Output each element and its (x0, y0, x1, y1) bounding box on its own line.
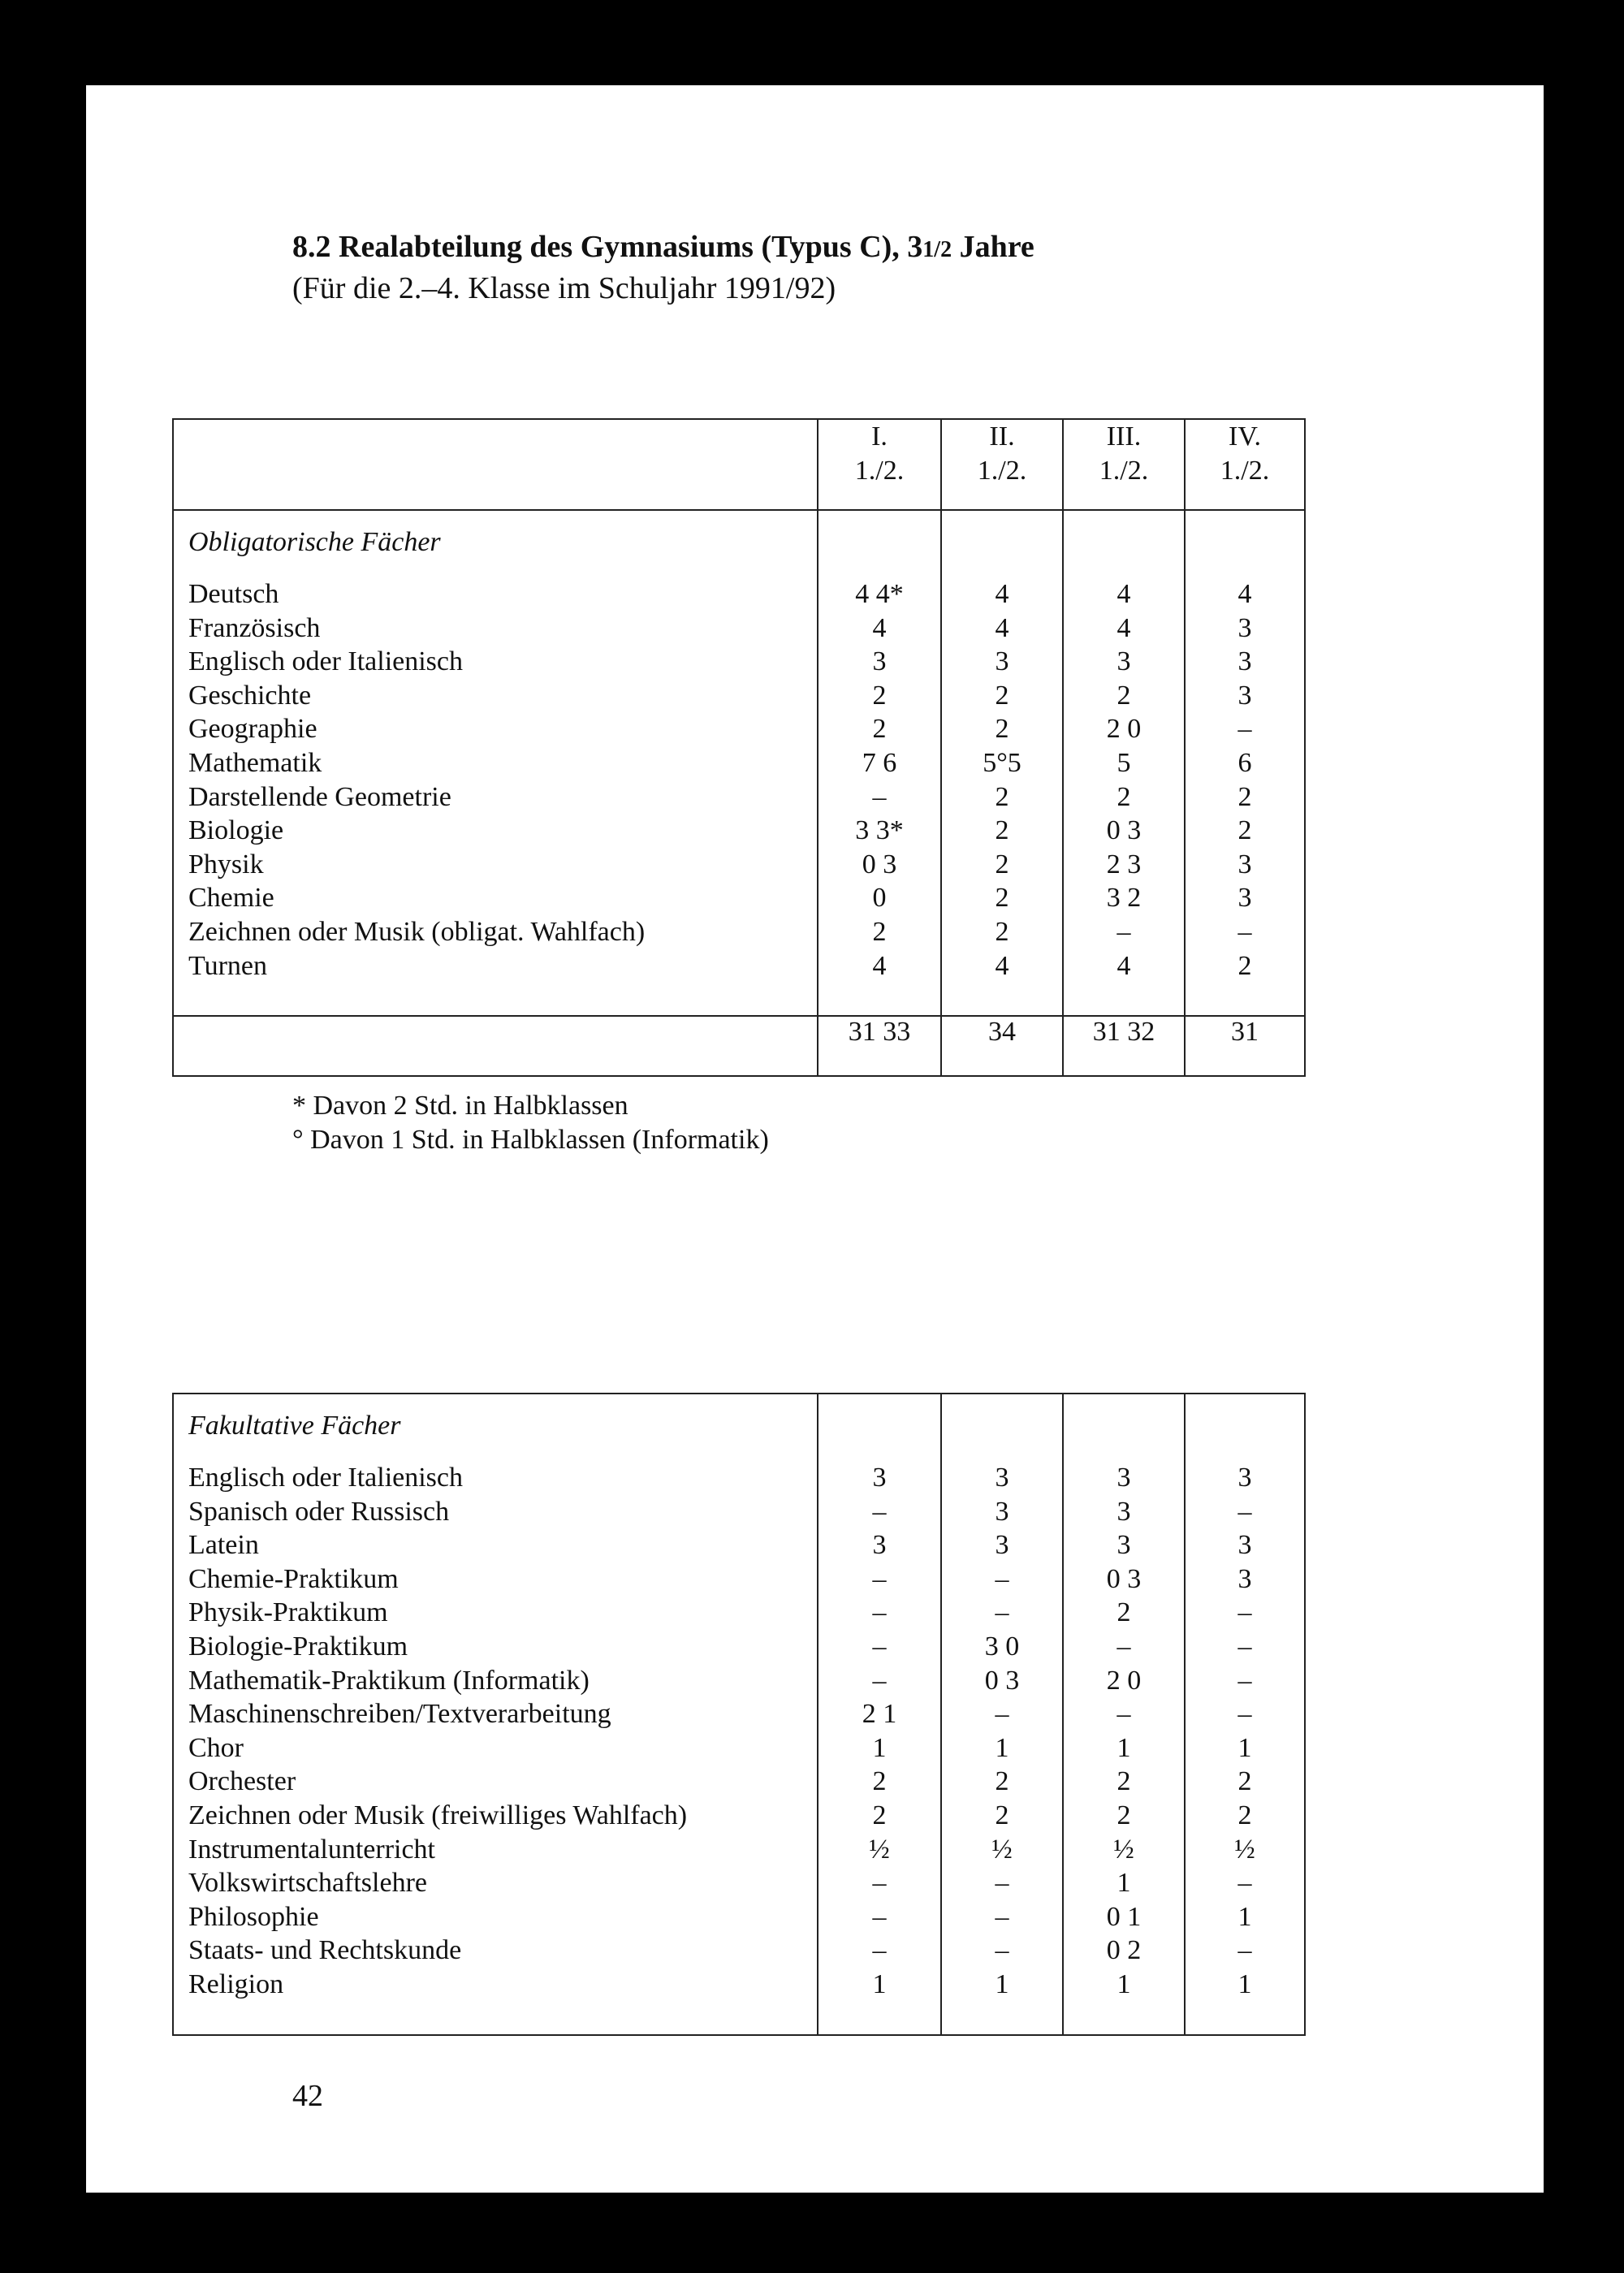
hours-cell: 3 (1063, 1461, 1185, 1495)
hours-cell: ½ (1063, 1833, 1185, 1867)
subject-name: Mathematik-Praktikum (Informatik) (173, 1664, 818, 1698)
hours-cell: – (1063, 1697, 1185, 1731)
table-row (173, 1833, 1305, 1867)
hours-cell: 6 (1185, 746, 1305, 780)
subject-name: Instrumentalunterricht (173, 1833, 818, 1867)
hours-cell: 2 (941, 881, 1063, 915)
table-row (173, 1968, 1305, 2002)
hours-cell: 3 (941, 1461, 1063, 1495)
hours-cell: – (941, 1934, 1063, 1968)
hours-cell: 2 (1063, 679, 1185, 713)
hours-cell: 3 (1185, 679, 1305, 713)
hours-cell: 0 (818, 881, 941, 915)
subject-name: Zeichnen oder Musik (obligat. Wahlfach) (173, 915, 818, 949)
hours-cell: 3 (1185, 1528, 1305, 1562)
subject-name: Chor (173, 1731, 818, 1765)
document-page (86, 85, 1544, 2193)
hours-cell: – (1185, 1596, 1305, 1630)
subject-name: Chemie (173, 881, 818, 915)
hours-cell: 2 (941, 848, 1063, 882)
totals-label-cell (173, 1016, 818, 1076)
hours-cell: – (818, 1596, 941, 1630)
hours-cell: – (818, 1900, 941, 1934)
hours-cell: 5 (1063, 746, 1185, 780)
table-row (173, 848, 1305, 882)
hours-cell: – (818, 1934, 941, 1968)
subject-name: Englisch oder Italienisch (173, 1461, 818, 1495)
hours-cell: 2 (818, 712, 941, 746)
hours-cell: 3 (818, 645, 941, 679)
hours-cell: 2 (941, 814, 1063, 848)
hours-cell: 4 (941, 577, 1063, 611)
hours-cell: 3 (1185, 1461, 1305, 1495)
footnote-degree: ° Davon 1 Std. in Halbklassen (Informatik) (292, 1125, 769, 1155)
subject-name: Englisch oder Italienisch (173, 645, 818, 679)
hours-cell: 3 (941, 1528, 1063, 1562)
hours-cell: 3 (1185, 645, 1305, 679)
hours-cell: 5°5 (941, 746, 1063, 780)
hours-cell: 4 (818, 949, 941, 983)
section-label-obligatory: Obligatorische Fächer (188, 527, 441, 557)
table-row (173, 1461, 1305, 1495)
hours-cell: 3 (818, 1461, 941, 1495)
hours-cell: – (818, 780, 941, 815)
hours-cell: 2 (941, 780, 1063, 815)
hours-cell: ½ (941, 1833, 1063, 1867)
hours-cell: 1 (941, 1731, 1063, 1765)
hours-cell: 2 (818, 679, 941, 713)
hours-cell: – (1185, 712, 1305, 746)
section-row (173, 510, 1305, 577)
hours-cell: 1 (941, 1968, 1063, 2002)
table-row (173, 577, 1305, 611)
table-row (173, 780, 1305, 815)
title-fraction: 1/2 (922, 237, 952, 262)
hours-cell: 3 0 (941, 1630, 1063, 1664)
subject-name: Orchester (173, 1765, 818, 1799)
hours-cell: 4 (818, 611, 941, 646)
hours-cell: 0 3 (941, 1664, 1063, 1698)
hours-cell: 4 (941, 949, 1063, 983)
hours-cell: 3 (941, 1495, 1063, 1529)
table-header-row (173, 419, 1305, 510)
optional-subjects-table (172, 1393, 1306, 2036)
total-cell: 31 (1185, 1016, 1305, 1076)
subject-name: Darstellende Geometrie (173, 780, 818, 815)
table-row (173, 611, 1305, 646)
hours-cell: 2 0 (1063, 1664, 1185, 1698)
hours-cell: 1 (1185, 1900, 1305, 1934)
subject-name: Volkswirtschaftslehre (173, 1866, 818, 1900)
hours-cell: ½ (818, 1833, 941, 1867)
hours-cell: – (1185, 915, 1305, 949)
hours-cell: – (1185, 1697, 1305, 1731)
table-row (173, 1495, 1305, 1529)
subject-name: Maschinenschreiben/Textverarbeitung (173, 1697, 818, 1731)
hours-cell: 2 (818, 915, 941, 949)
page-title: 8.2 Realabteilung des Gymnasiums (Typus C), 31/2 Jahre (292, 230, 1034, 264)
subject-name: Physik-Praktikum (173, 1596, 818, 1630)
footnote-asterisk: * Davon 2 Std. in Halbklassen (292, 1091, 628, 1121)
hours-cell: 1 (1063, 1731, 1185, 1765)
hours-cell: 4 (941, 611, 1063, 646)
hours-cell: 2 (1063, 1596, 1185, 1630)
hours-cell: 2 (941, 679, 1063, 713)
hours-cell: 1 (1063, 1866, 1185, 1900)
subject-name: Biologie-Praktikum (173, 1630, 818, 1664)
hours-cell: 2 (941, 712, 1063, 746)
subject-name: Geschichte (173, 679, 818, 713)
hours-cell: 3 (1185, 1562, 1305, 1597)
subject-name: Staats- und Rechtskunde (173, 1934, 818, 1968)
table-row (173, 949, 1305, 983)
hours-cell: – (1185, 1934, 1305, 1968)
subject-name: Deutsch (173, 577, 818, 611)
hours-cell: 1 (1063, 1968, 1185, 2002)
hours-cell: – (818, 1495, 941, 1529)
hours-cell: – (818, 1630, 941, 1664)
hours-cell: – (1063, 1630, 1185, 1664)
page-number: 42 (292, 2079, 323, 2113)
table-row (173, 712, 1305, 746)
header-year-4: IV. 1./2. (1185, 419, 1305, 510)
hours-cell: – (941, 1866, 1063, 1900)
hours-cell: 7 6 (818, 746, 941, 780)
footnotes (292, 1089, 769, 1157)
hours-cell: 0 3 (1063, 814, 1185, 848)
hours-cell: 1 (1185, 1968, 1305, 2002)
hours-cell: – (941, 1697, 1063, 1731)
subject-name: Turnen (173, 949, 818, 983)
table-row (173, 1528, 1305, 1562)
section-row (173, 1394, 1305, 1461)
table-row (173, 679, 1305, 713)
hours-cell: 3 (1185, 881, 1305, 915)
hours-cell: 2 3 (1063, 848, 1185, 882)
hours-cell: – (1185, 1664, 1305, 1698)
hours-cell: – (941, 1562, 1063, 1597)
table-row (173, 915, 1305, 949)
hours-cell: 2 (1185, 949, 1305, 983)
hours-cell: 3 3* (818, 814, 941, 848)
table-row (173, 1765, 1305, 1799)
subject-name: Mathematik (173, 746, 818, 780)
subject-name: Geographie (173, 712, 818, 746)
hours-cell: 2 (1063, 1799, 1185, 1833)
hours-cell: – (1063, 915, 1185, 949)
hours-cell: 2 (941, 1765, 1063, 1799)
hours-cell: 0 3 (818, 848, 941, 882)
hours-cell: ½ (1185, 1833, 1305, 1867)
section-label-optional: Fakultative Fächer (188, 1411, 401, 1441)
table-row (173, 1866, 1305, 1900)
subject-name: Religion (173, 1968, 818, 2002)
totals-row (173, 1016, 1305, 1076)
hours-cell: – (941, 1596, 1063, 1630)
header-year-1: I. 1./2. (818, 419, 941, 510)
table-row (173, 1630, 1305, 1664)
hours-cell: 0 2 (1063, 1934, 1185, 1968)
hours-cell: – (941, 1900, 1063, 1934)
table-row (173, 1664, 1305, 1698)
hours-cell: 3 (1185, 611, 1305, 646)
hours-cell: 4 (1185, 577, 1305, 611)
hours-cell: 4 (1063, 611, 1185, 646)
hours-cell: 3 2 (1063, 881, 1185, 915)
hours-cell: 0 1 (1063, 1900, 1185, 1934)
hours-cell: – (1185, 1866, 1305, 1900)
hours-cell: 2 (1185, 1765, 1305, 1799)
table-row (173, 1697, 1305, 1731)
hours-cell: 3 (1063, 1495, 1185, 1529)
subject-name: Latein (173, 1528, 818, 1562)
total-cell: 34 (941, 1016, 1063, 1076)
table-row (173, 1934, 1305, 1968)
hours-cell: 2 (1185, 1799, 1305, 1833)
hours-cell: – (818, 1562, 941, 1597)
table-row (173, 1900, 1305, 1934)
subject-name: Philosophie (173, 1900, 818, 1934)
table-row (173, 1731, 1305, 1765)
subject-name: Zeichnen oder Musik (freiwilliges Wahlfach) (173, 1799, 818, 1833)
hours-cell: 4 (1063, 577, 1185, 611)
table-row (173, 645, 1305, 679)
hours-cell: 4 4* (818, 577, 941, 611)
hours-cell: 2 (1063, 780, 1185, 815)
hours-cell: 2 (818, 1765, 941, 1799)
header-empty-cell (173, 419, 818, 510)
subject-name: Französisch (173, 611, 818, 646)
obligatory-subjects-table (172, 418, 1306, 1077)
hours-cell: 3 (941, 645, 1063, 679)
hours-cell: 2 (1185, 814, 1305, 848)
hours-cell: 1 (818, 1968, 941, 2002)
subject-name: Chemie-Praktikum (173, 1562, 818, 1597)
hours-cell: 2 (941, 1799, 1063, 1833)
hours-cell: 3 (818, 1528, 941, 1562)
hours-cell: 3 (1185, 848, 1305, 882)
page-subtitle: (Für die 2.–4. Klasse im Schuljahr 1991/92) (292, 271, 836, 305)
table-row (173, 1799, 1305, 1833)
hours-cell: 2 (1185, 780, 1305, 815)
table-row (173, 814, 1305, 848)
hours-cell: 1 (1185, 1731, 1305, 1765)
header-year-2: II. 1./2. (941, 419, 1063, 510)
header-year-3: III. 1./2. (1063, 419, 1185, 510)
hours-cell: – (818, 1866, 941, 1900)
hours-cell: 4 (1063, 949, 1185, 983)
hours-cell: – (1185, 1495, 1305, 1529)
subject-name: Physik (173, 848, 818, 882)
hours-cell: 2 0 (1063, 712, 1185, 746)
hours-cell: 3 (1063, 1528, 1185, 1562)
table-row (173, 746, 1305, 780)
hours-cell: – (818, 1664, 941, 1698)
table-row (173, 881, 1305, 915)
hours-cell: 2 (941, 915, 1063, 949)
total-cell: 31 32 (1063, 1016, 1185, 1076)
hours-cell: 3 (1063, 645, 1185, 679)
hours-cell: 0 3 (1063, 1562, 1185, 1597)
subject-name: Spanisch oder Russisch (173, 1495, 818, 1529)
hours-cell: – (1185, 1630, 1305, 1664)
heading-block (292, 227, 1429, 307)
subject-name: Biologie (173, 814, 818, 848)
table-row (173, 1562, 1305, 1597)
hours-cell: 2 (1063, 1765, 1185, 1799)
hours-cell: 1 (818, 1731, 941, 1765)
hours-cell: 2 1 (818, 1697, 941, 1731)
hours-cell: 2 (818, 1799, 941, 1833)
table-row (173, 1596, 1305, 1630)
total-cell: 31 33 (818, 1016, 941, 1076)
